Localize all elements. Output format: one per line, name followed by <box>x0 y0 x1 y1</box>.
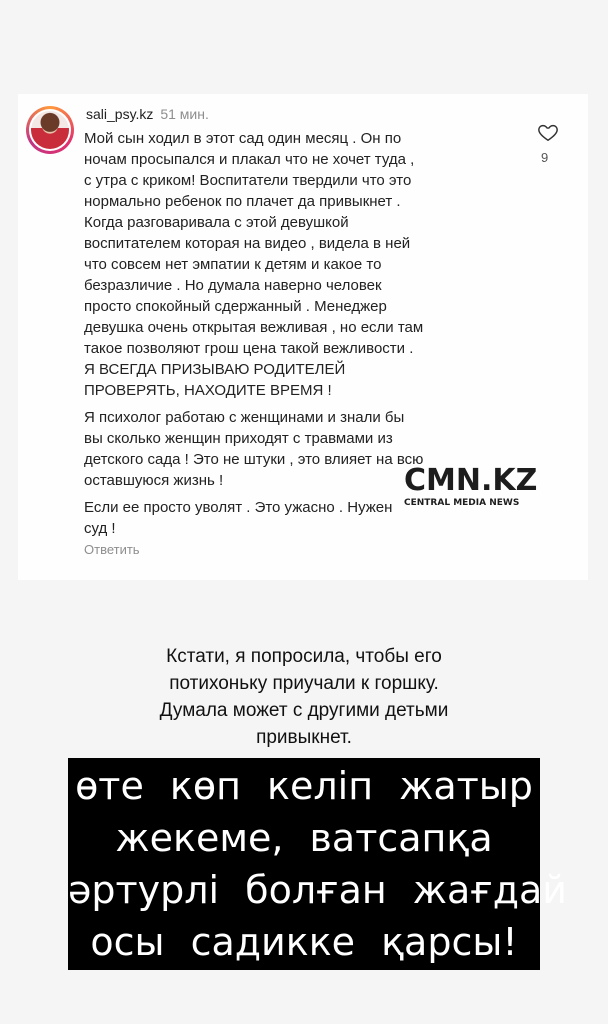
watermark-logo: CMN.KZ <box>404 463 538 498</box>
comment-line: безразличие . Но думала наверно человек <box>84 277 382 294</box>
caption-line: привыкнет. <box>256 727 352 748</box>
overlay-text-box <box>68 758 567 970</box>
comment-line: воспитателем которая на видео , видела в ней <box>84 235 411 252</box>
comment-line: детского сада ! Это не штуки , это влияет на всю <box>84 451 424 468</box>
caption-line: Думала может с другими детьми <box>159 700 449 721</box>
caption-line: потихоньку приучали к горшку. <box>169 673 439 694</box>
reply-button[interactable]: Ответить <box>84 542 140 557</box>
comment-meta <box>86 106 209 122</box>
comment-line: такое позволяют грош цена такой вежливости . <box>84 340 414 357</box>
comment-paragraph <box>84 128 524 401</box>
comment-line: что совсем нет эмпатии к детям и какое то <box>84 256 382 273</box>
username[interactable]: sali_psy.kz <box>86 106 154 122</box>
comment-line: суд ! <box>84 520 116 537</box>
comment-line: ночам просыпался и плакал что не хочет туда , <box>84 151 415 168</box>
avatar-photo <box>31 111 69 149</box>
overlay-line: осы садикке қарсы! <box>90 920 518 964</box>
comment-line: девушка очень открытая вежливая , но если там <box>84 319 424 336</box>
comment-line: просто спокойный сдержанный . Менеджер <box>84 298 387 315</box>
comment-line: Мой сын ходил в этот сад один месяц . Он по <box>84 130 402 147</box>
comment-time: 51 мин. <box>160 106 209 122</box>
story-caption <box>0 643 608 751</box>
comment-line: Я психолог работаю с женщинами и знали бы <box>84 409 405 426</box>
watermark <box>404 463 544 508</box>
heart-icon[interactable] <box>537 121 559 143</box>
avatar-ring <box>29 109 71 151</box>
comment-line: Когда разговаривала с этой девушкой <box>84 214 349 231</box>
comment-line: Я ВСЕГДА ПРИЗЫВАЮ РОДИТЕЛЕЙ <box>84 361 346 378</box>
watermark-subtitle: CENTRAL MEDIA NEWS <box>404 498 520 508</box>
caption-line: Кстати, я попросила, чтобы его <box>166 646 442 667</box>
comment-line: нормально ребенок по плачет да привыкнет . <box>84 193 401 210</box>
comment-line: оставшуюся жизнь ! <box>84 472 224 489</box>
overlay-line: әртурлі болған жағдай <box>68 868 567 912</box>
avatar[interactable] <box>26 106 74 154</box>
comment-line: ПРОВЕРЯТЬ, НАХОДИТЕ ВРЕМЯ ! <box>84 382 332 399</box>
comment-line: Если ее просто уволят . Это ужасно . Нужен <box>84 499 393 516</box>
overlay-line: өте көп келіп жатыр <box>75 764 533 808</box>
comment-line: с утра с криком! Воспитатели твердили что это <box>84 172 412 189</box>
comment-line: вы сколько женщин приходят с травмами из <box>84 430 393 447</box>
overlay-line: жекеме, ватсапқа <box>115 816 493 860</box>
like-count: 9 <box>541 150 549 165</box>
